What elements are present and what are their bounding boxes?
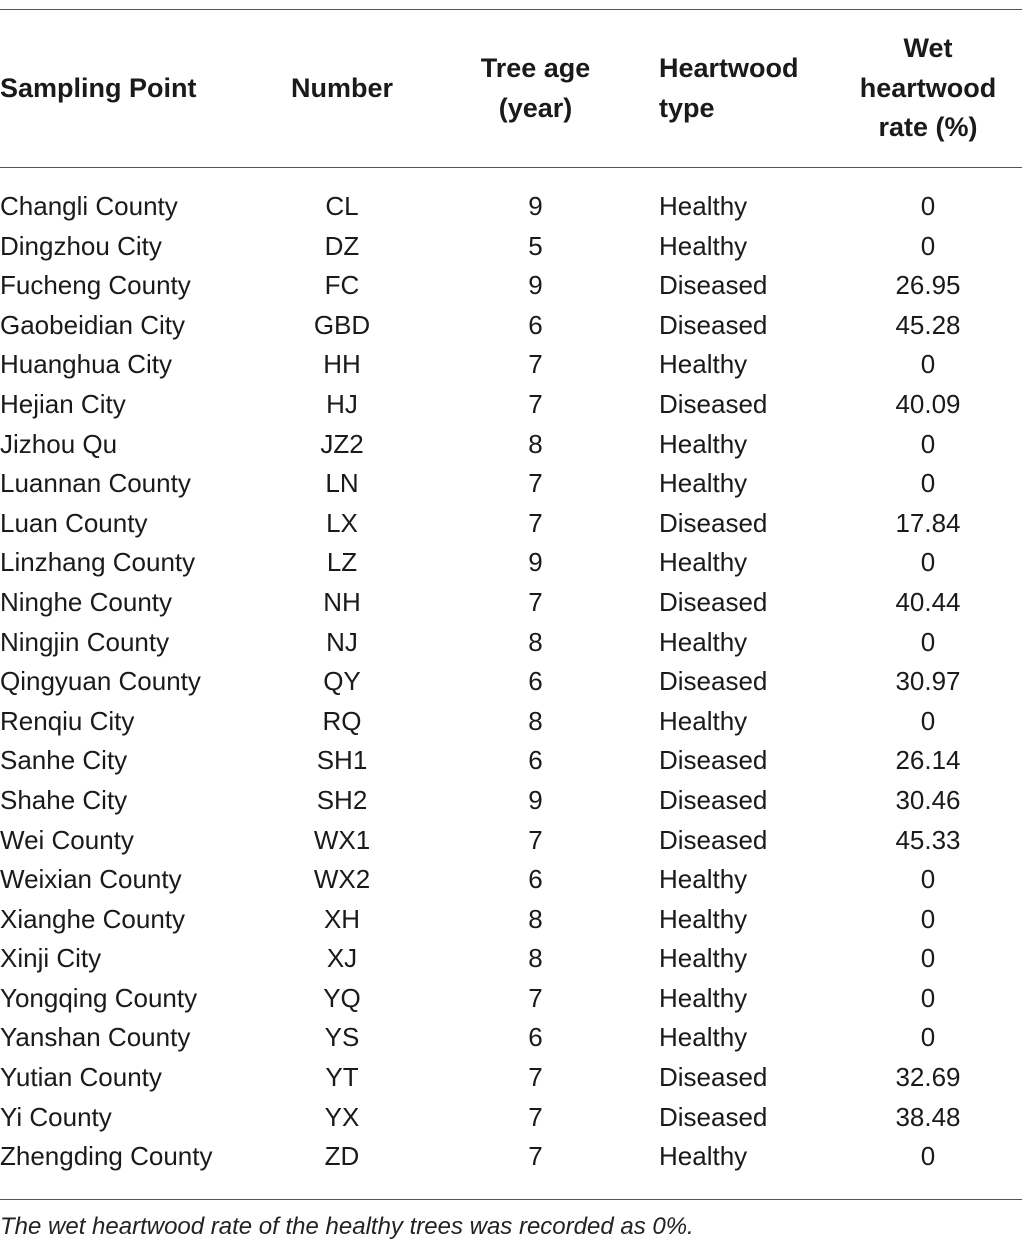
cell-number: ZD bbox=[324, 1141, 360, 1172]
cell-heartwood-type: Healthy bbox=[659, 943, 748, 974]
table-row bbox=[0, 167, 1022, 227]
cell-tree-age: 9 bbox=[528, 784, 543, 815]
cell-wet-heartwood-rate: 0 bbox=[920, 903, 936, 934]
cell-wet-heartwood-rate: 0 bbox=[920, 864, 936, 895]
cell-heartwood-type: Healthy bbox=[659, 349, 748, 380]
cell-sampling-point: Yanshan County bbox=[0, 1022, 191, 1053]
cell-heartwood-type: Healthy bbox=[659, 468, 748, 499]
cell-tree-age: 7 bbox=[528, 507, 543, 538]
cell-heartwood-type: Healthy bbox=[659, 191, 748, 221]
cell-number: YQ bbox=[323, 982, 361, 1013]
cell-tree-age: 5 bbox=[528, 230, 543, 261]
cell-sampling-point: Ningjin County bbox=[0, 626, 170, 657]
cell-sampling-point: Weixian County bbox=[0, 864, 182, 895]
cell-wet-heartwood-rate: 0 bbox=[920, 626, 936, 657]
header-heartwood-type: Heartwood type bbox=[659, 53, 799, 123]
cell-number: DZ bbox=[324, 230, 360, 261]
cell-sampling-point: Renqiu City bbox=[0, 705, 135, 736]
cell-sampling-point: Huanghua City bbox=[0, 349, 172, 380]
cell-heartwood-type: Healthy bbox=[659, 547, 748, 578]
cell-number: LX bbox=[326, 507, 358, 538]
cell-wet-heartwood-rate: 0 bbox=[920, 982, 936, 1013]
table-row bbox=[0, 741, 1022, 781]
cell-wet-heartwood-rate: 30.97 bbox=[895, 666, 961, 697]
table-row bbox=[0, 781, 1022, 821]
cell-sampling-point: Hejian City bbox=[0, 388, 126, 419]
cell-number: XH bbox=[323, 903, 361, 934]
cell-wet-heartwood-rate: 0 bbox=[920, 230, 936, 261]
cell-heartwood-type: Diseased bbox=[659, 507, 768, 538]
cell-tree-age: 6 bbox=[528, 745, 543, 776]
table-row bbox=[0, 543, 1022, 583]
cell-tree-age: 8 bbox=[528, 705, 543, 736]
cell-wet-heartwood-rate: 17.84 bbox=[895, 507, 961, 538]
cell-sampling-point: Zhengding County bbox=[0, 1141, 213, 1172]
cell-tree-age: 8 bbox=[528, 943, 543, 974]
cell-sampling-point: Jizhou Qu bbox=[0, 428, 118, 459]
cell-number: XJ bbox=[326, 943, 358, 974]
cell-wet-heartwood-rate: 0 bbox=[920, 428, 936, 459]
cell-number: SH2 bbox=[316, 784, 368, 815]
cell-number: WX1 bbox=[313, 824, 371, 855]
cell-tree-age: 7 bbox=[528, 349, 543, 380]
table-row bbox=[0, 1058, 1022, 1098]
table-row bbox=[0, 504, 1022, 544]
table-row bbox=[0, 306, 1022, 346]
cell-number: HJ bbox=[326, 388, 358, 419]
table-row bbox=[0, 860, 1022, 900]
cell-wet-heartwood-rate: 26.14 bbox=[895, 745, 961, 776]
bottom-rule bbox=[0, 1199, 1022, 1200]
cell-tree-age: 6 bbox=[528, 864, 543, 895]
cell-heartwood-type: Healthy bbox=[659, 1022, 748, 1053]
cell-wet-heartwood-rate: 32.69 bbox=[895, 1062, 961, 1093]
table-row bbox=[0, 385, 1022, 425]
cell-number: YX bbox=[324, 1101, 360, 1132]
cell-sampling-point: Gaobeidian City bbox=[0, 309, 185, 340]
header-wet-heartwood-rate: Wet heartwood rate (%) bbox=[859, 33, 997, 143]
cell-heartwood-type: Diseased bbox=[659, 309, 768, 340]
cell-number: RQ bbox=[322, 705, 362, 736]
cell-tree-age: 7 bbox=[528, 982, 543, 1013]
cell-tree-age: 8 bbox=[528, 903, 543, 934]
cell-heartwood-type: Healthy bbox=[659, 428, 748, 459]
header-row bbox=[0, 10, 1022, 167]
cell-sampling-point: Xianghe County bbox=[0, 903, 186, 934]
cell-heartwood-type: Diseased bbox=[659, 1101, 768, 1132]
cell-number: NJ bbox=[326, 626, 358, 657]
cell-wet-heartwood-rate: 40.09 bbox=[895, 388, 961, 419]
cell-heartwood-type: Healthy bbox=[659, 626, 748, 657]
cell-tree-age: 7 bbox=[528, 388, 543, 419]
table-row bbox=[0, 1018, 1022, 1058]
cell-sampling-point: Xinji City bbox=[0, 943, 102, 974]
table-body bbox=[0, 167, 1022, 1177]
cell-number: LN bbox=[325, 468, 359, 499]
table-row bbox=[0, 227, 1022, 267]
cell-tree-age: 7 bbox=[528, 1101, 543, 1132]
cell-sampling-point: Fucheng County bbox=[0, 270, 191, 301]
cell-tree-age: 8 bbox=[528, 626, 543, 657]
table-row bbox=[0, 464, 1022, 504]
table-row bbox=[0, 702, 1022, 742]
cell-wet-heartwood-rate: 0 bbox=[920, 468, 936, 499]
cell-number: CL bbox=[325, 191, 359, 221]
cell-sampling-point: Luannan County bbox=[0, 468, 191, 499]
cell-wet-heartwood-rate: 0 bbox=[920, 191, 936, 221]
cell-heartwood-type: Diseased bbox=[659, 270, 768, 301]
cell-wet-heartwood-rate: 0 bbox=[920, 547, 936, 578]
cell-number: YT bbox=[325, 1062, 359, 1093]
cell-heartwood-type: Healthy bbox=[659, 864, 748, 895]
table-row bbox=[0, 1137, 1022, 1177]
cell-tree-age: 9 bbox=[528, 191, 543, 221]
table-header bbox=[0, 10, 1022, 167]
cell-sampling-point: Luan County bbox=[0, 507, 148, 538]
table-row bbox=[0, 266, 1022, 306]
cell-sampling-point: Sanhe City bbox=[0, 745, 128, 776]
cell-sampling-point: Qingyuan County bbox=[0, 666, 201, 697]
cell-heartwood-type: Healthy bbox=[659, 982, 748, 1013]
cell-sampling-point: Linzhang County bbox=[0, 547, 196, 578]
cell-wet-heartwood-rate: 0 bbox=[920, 1141, 936, 1172]
table-row bbox=[0, 979, 1022, 1019]
cell-tree-age: 7 bbox=[528, 1062, 543, 1093]
table-row bbox=[0, 821, 1022, 861]
cell-tree-age: 7 bbox=[528, 468, 543, 499]
cell-number: GBD bbox=[313, 309, 371, 340]
cell-tree-age: 9 bbox=[528, 270, 543, 301]
table-row bbox=[0, 623, 1022, 663]
table-row bbox=[0, 583, 1022, 623]
cell-heartwood-type: Healthy bbox=[659, 230, 748, 261]
cell-number: WX2 bbox=[313, 864, 371, 895]
cell-sampling-point: Yongqing County bbox=[0, 982, 198, 1013]
cell-tree-age: 8 bbox=[528, 428, 543, 459]
cell-heartwood-type: Diseased bbox=[659, 1062, 768, 1093]
cell-tree-age: 6 bbox=[528, 309, 543, 340]
cell-heartwood-type: Diseased bbox=[659, 666, 768, 697]
cell-wet-heartwood-rate: 30.46 bbox=[895, 784, 961, 815]
cell-number: LZ bbox=[326, 547, 358, 578]
cell-heartwood-type: Diseased bbox=[659, 784, 768, 815]
cell-wet-heartwood-rate: 26.95 bbox=[895, 270, 961, 301]
cell-tree-age: 7 bbox=[528, 1141, 543, 1172]
cell-heartwood-type: Diseased bbox=[659, 745, 768, 776]
table-row bbox=[0, 425, 1022, 465]
cell-wet-heartwood-rate: 0 bbox=[920, 943, 936, 974]
cell-wet-heartwood-rate: 38.48 bbox=[895, 1101, 961, 1132]
cell-heartwood-type: Diseased bbox=[659, 586, 768, 617]
cell-heartwood-type: Diseased bbox=[659, 388, 768, 419]
cell-number: SH1 bbox=[316, 745, 368, 776]
cell-sampling-point: Wei County bbox=[0, 824, 134, 855]
cell-sampling-point: Dingzhou City bbox=[0, 230, 162, 261]
table-row bbox=[0, 939, 1022, 979]
cell-sampling-point: Yutian County bbox=[0, 1062, 162, 1093]
cell-wet-heartwood-rate: 0 bbox=[920, 705, 936, 736]
header-tree-age: Tree age (year) bbox=[480, 53, 591, 123]
cell-heartwood-type: Healthy bbox=[659, 1141, 748, 1172]
cell-number: YS bbox=[324, 1022, 360, 1053]
cell-sampling-point: Ninghe County bbox=[0, 586, 172, 617]
cell-number: HH bbox=[323, 349, 361, 380]
cell-tree-age: 7 bbox=[528, 824, 543, 855]
cell-number: FC bbox=[324, 270, 360, 301]
cell-tree-age: 6 bbox=[528, 666, 543, 697]
cell-number: QY bbox=[323, 666, 361, 697]
cell-heartwood-type: Diseased bbox=[659, 824, 768, 855]
table-row bbox=[0, 662, 1022, 702]
cell-heartwood-type: Healthy bbox=[659, 705, 748, 736]
table-row bbox=[0, 1098, 1022, 1138]
table-row bbox=[0, 345, 1022, 385]
header-sampling-point: Sampling Point bbox=[0, 72, 197, 103]
cell-wet-heartwood-rate: 45.28 bbox=[895, 309, 961, 340]
cell-tree-age: 7 bbox=[528, 586, 543, 617]
cell-heartwood-type: Healthy bbox=[659, 903, 748, 934]
header-number: Number bbox=[290, 72, 393, 103]
cell-tree-age: 9 bbox=[528, 547, 543, 578]
cell-wet-heartwood-rate: 45.33 bbox=[895, 824, 961, 855]
cell-number: JZ2 bbox=[320, 428, 364, 459]
cell-wet-heartwood-rate: 0 bbox=[920, 349, 936, 380]
cell-wet-heartwood-rate: 40.44 bbox=[895, 586, 961, 617]
cell-tree-age: 6 bbox=[528, 1022, 543, 1053]
table-footnote: The wet heartwood rate of the healthy trees was recorded as 0%. bbox=[0, 1213, 694, 1240]
cell-sampling-point: Shahe City bbox=[0, 784, 128, 815]
sampling-table bbox=[0, 10, 1022, 1177]
cell-sampling-point: Changli County bbox=[0, 191, 178, 221]
cell-sampling-point: Yi County bbox=[0, 1101, 112, 1132]
cell-wet-heartwood-rate: 0 bbox=[920, 1022, 936, 1053]
cell-number: NH bbox=[323, 586, 361, 617]
table-row bbox=[0, 900, 1022, 940]
